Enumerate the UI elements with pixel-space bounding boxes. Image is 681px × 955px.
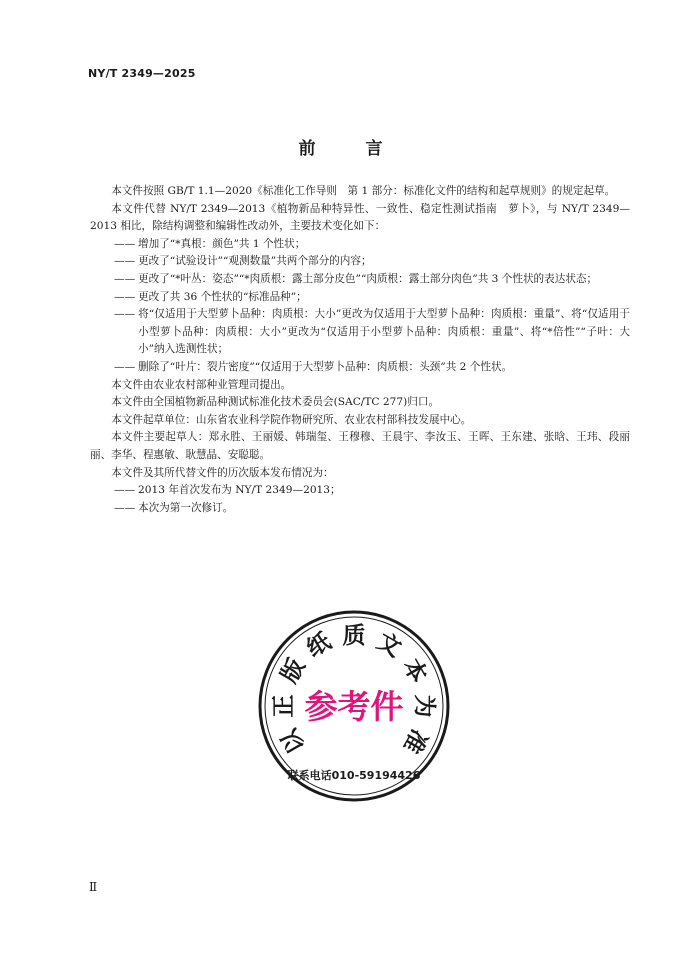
reference-copy-stamp [256,608,452,804]
paragraph-history-intro: 本文件及其所代替文件的历次版本发布情况为： [111,466,334,479]
stamp-arc-char: 文 [372,628,406,663]
stamp-arc-char: 版 [276,654,311,688]
history-item [90,482,630,500]
stamp-phone-text: 联系电话010-59194426 [287,769,421,782]
list-dash: —— [114,272,136,285]
list-dash: —— [114,501,136,514]
change-item-text: 更改了“*叶丛：姿态”“*肉质根：露土部分皮色”“肉质根：露土部分肉色”共 3 个性状的表达状态； [138,272,598,285]
change-item-text: 将“仅适用于大型萝卜品种：肉质根：大小”更改为仅适用于大型萝卜品种：肉质根：重量”、将“仅适用于小型萝卜品种：肉质根：大小”更改为“仅适用于小型萝卜品种：肉质根：重量”、将“*倍性”“子叶：大小”纳入选测性状； [138,308,630,356]
change-item-text: 更改了共 36 个性状的“标准品种”； [138,290,307,303]
change-item-text: 更改了“试验设计”“观测数量”共两个部分的内容； [138,255,372,268]
paragraph-proposer: 本文件由农业农村部种业管理司提出。 [111,378,292,391]
history-item-text: 2013 年首次发布为 NY/T 2349—2013； [138,484,341,497]
paragraph-drafting-units: 本文件起草单位：山东省农业科学院作物研究所、农业农村部科技发展中心。 [111,413,472,426]
change-item [90,236,630,254]
document-body [90,183,630,517]
paragraph-drafters: 本文件主要起草人：郑永胜、王丽媛、韩瑞玺、王穆穆、王晨宇、李汝玉、王晖、王东建、张晗、王玮、段丽丽、李华、程惠敏、耿慧晶、安聪聪。 [90,431,630,461]
paragraph-drafting-rule: 本文件按照 GB/T 1.1—2020《标准化工作导则 第 1 部分：标准化文件的结构和起草规则》的规定起草。 [111,185,616,197]
paragraph-committee: 本文件由全国植物新品种测试标准化技术委员会(SAC/TC 277)归口。 [111,396,440,409]
change-item-text: 增加了“*真根：颜色”共 1 个性状； [138,237,306,250]
list-dash: —— [114,360,136,373]
list-dash: —— [114,290,136,303]
change-item [90,289,630,307]
change-item [90,306,630,359]
page-number: Ⅱ [89,880,98,894]
stamp-arc-char: 以 [276,724,311,758]
list-dash: —— [114,308,136,321]
change-item [90,271,630,289]
list-dash: —— [114,484,136,497]
document-code: NY/T 2349—2025 [88,67,196,80]
paragraph-replaces: 本文件代替 NY/T 2349—2013《植物新品种特异性、一致性、稳定性测试指南 萝卜》，与 NY/T 2349—2013 相比，除结构调整和编辑性改动外，主要技术变化如下： [90,202,630,233]
change-item-text: 删除了“叶片：裂片密度”“仅适用于大型萝卜品种：肉质根：头颈”共 2 个性状。 [138,360,513,373]
stamp-arc-char: 准 [397,724,432,758]
history-item-text: 本次为第一次修订。 [138,501,234,514]
change-item [90,359,630,377]
stamp-arc-char: 为 [411,694,437,718]
stamp-arc-char: 纸 [302,628,336,663]
stamp-arc-char: 正 [271,694,297,718]
change-item [90,253,630,271]
page-title: 前 言 [298,139,405,159]
stamp-arc-char: 质 [342,623,366,649]
list-dash: —— [114,255,136,268]
history-item [90,500,630,518]
stamp-arc-char: 本 [397,654,432,688]
stamp-center-text: 参考件 [304,687,404,726]
list-dash: —— [114,237,136,250]
